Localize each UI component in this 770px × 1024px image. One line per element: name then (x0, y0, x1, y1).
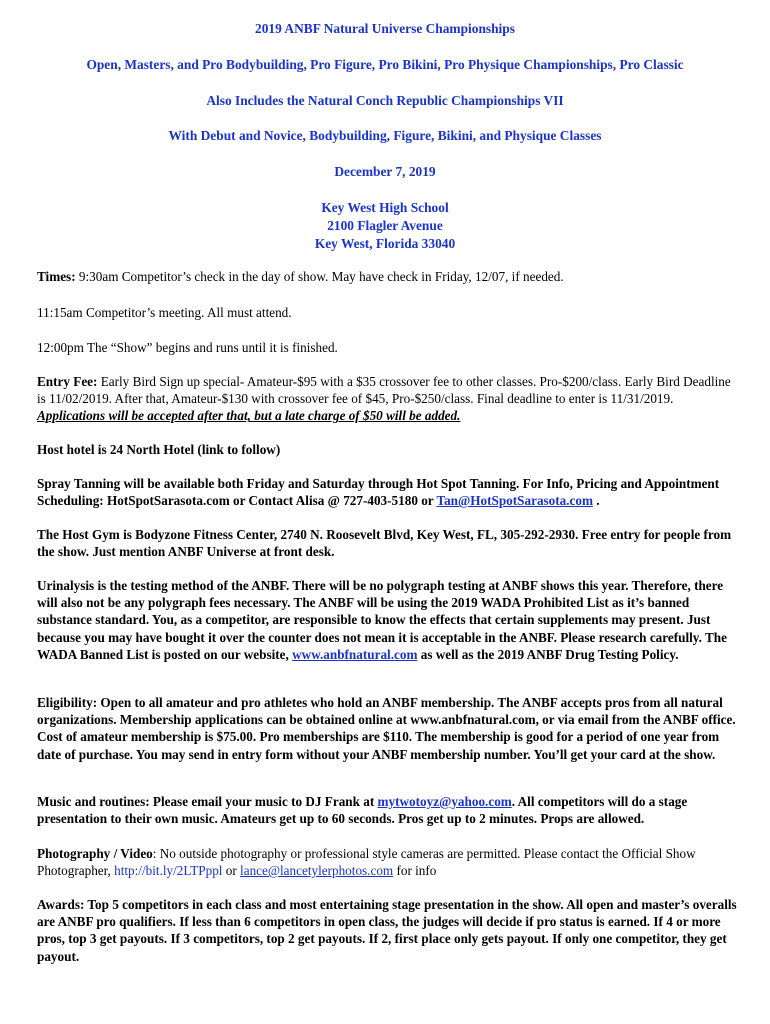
event-classes: With Debut and Novice, Bodybuilding, Figure, Bikini, and Physique Classes (168, 128, 602, 143)
times-show: 12:00pm The “Show” begins and runs until it is finished. (37, 340, 338, 355)
anbf-website-link[interactable]: www.anbfnatural.com (292, 646, 418, 662)
late-charge-note: Applications will be accepted after that, but a late charge of $50 will be added. (37, 408, 461, 424)
event-subtitle: Open, Masters, and Pro Bodybuilding, Pro Figure, Pro Bikini, Pro Physique Championships, Pro Classic (86, 57, 684, 72)
photography-end: for info (393, 863, 437, 879)
host-hotel: Host hotel is 24 North Hotel (link to follow) (37, 442, 281, 457)
event-includes: Also Includes the Natural Conch Republic Championships VII (206, 93, 564, 108)
event-title: 2019 ANBF Natural Universe Championships (255, 21, 515, 36)
dj-email-link[interactable]: mytwotoyz@yahoo.com (377, 794, 512, 809)
urinalysis-paragraph (37, 577, 737, 663)
awards-paragraph: Awards: Top 5 competitors in each class and most entertaining stage presentation in the show. All open and master’s overalls are ANBF pro qualifiers. If less than 6 competitors in open class, the judges will decide if pro status is earned. If 4 or more pros, top 3 get payouts. If 3 competitors, top 2 get payouts. If 2, first place only gets payout. If only one competitor, they get payout. (37, 897, 737, 964)
entry-fee-label: Entry Fee: (37, 374, 98, 389)
photography-or: or (222, 863, 241, 879)
urinalysis-text: Urinalysis is the testing method of the ANBF. There will be no polygraph testing at ANBF shows this year. Therefore, there will also not be any polygraph fees necessary. The ANBF will be using the 2019 WADA Prohibited List as it’s banned substance standard. You, as a competitor, are responsible to know the effects that certain supplements may present. Just because you may have bought it over the counter does not mean it is acceptable in the ANBF. Please research carefully. The WADA Banned List is posted on our website, (37, 578, 727, 662)
host-gym-paragraph: The Host Gym is Bodyzone Fitness Center, 2740 N. Roosevelt Blvd, Key West, FL, 305-292-2930. Free entry for people from the show. Just mention ANBF Universe at front desk. (37, 527, 732, 560)
photography-text: : No outside photography or professional style cameras are permitted. Please contact the Official Show Photographer, (37, 846, 696, 879)
entry-fee-paragraph (37, 373, 737, 425)
event-date: December 7, 2019 (334, 164, 436, 179)
music-paragraph (37, 793, 737, 827)
spray-tanning-email-link[interactable]: Tan@HotSpotSarasota.com (436, 493, 593, 509)
spray-tanning-text: Spray Tanning will be available both Friday and Saturday through Hot Spot Tanning. For Info, Pricing and Appointment Scheduling: HotSpotSarasota.com or Contact Alisa @ 727-403-5180 or (37, 476, 720, 509)
entry-fee-text: Early Bird Sign up special- Amateur-$95 with a $35 crossover fee to other classes. Pro-$200/class. Early Bird Deadline is 11/02/2019. After that, Amateur-$130 with crossover fee of $45, Pro-$250/class. Final deadline to enter is 11/31/2019. (37, 374, 731, 407)
urinalysis-end: as well as the 2019 ANBF Drug Testing Policy. (417, 646, 679, 662)
eligibility-paragraph: Eligibility: Open to all amateur and pro athletes who hold an ANBF membership. The ANBF accepts pros from all natural organizations. Membership applications can be obtained online at www.anbfnatural.com, or via email from the ANBF office. Cost of amateur membership is $75.00. Pro memberships are $110. The membership is good for a period of one year from date of purchase. You may send in entry form without your ANBF membership number. You’ll get your card at the show. (37, 695, 736, 762)
spray-tanning-paragraph (37, 475, 737, 509)
photography-label: Photography / Video (37, 846, 153, 861)
times-label: Times: (37, 269, 76, 284)
venue-city: Key West, Florida 33040 (314, 236, 456, 251)
spray-tanning-end: . (592, 493, 600, 509)
event-location (0, 199, 770, 253)
music-end: . All competitors will do a stage presentation to their own music. Amateurs get up to 60 seconds. Pros get up to 2 minutes. Props are allowed. (37, 794, 688, 827)
photography-paragraph (37, 845, 737, 879)
venue-street: 2100 Flagler Avenue (327, 218, 443, 233)
photographer-email-link[interactable]: lance@lancetylerphotos.com (240, 863, 394, 879)
times-meeting: 11:15am Competitor’s meeting. All must attend. (37, 305, 292, 320)
times-paragraph (37, 268, 737, 285)
music-text: Music and routines: Please email your music to DJ Frank at (37, 794, 378, 809)
photographer-short-link[interactable]: http://bit.ly/2LTPppl (114, 863, 223, 879)
venue-name: Key West High School (321, 200, 449, 215)
times-checkin: 9:30am Competitor’s check in the day of show. May have check in Friday, 12/07, if needed. (75, 269, 564, 284)
